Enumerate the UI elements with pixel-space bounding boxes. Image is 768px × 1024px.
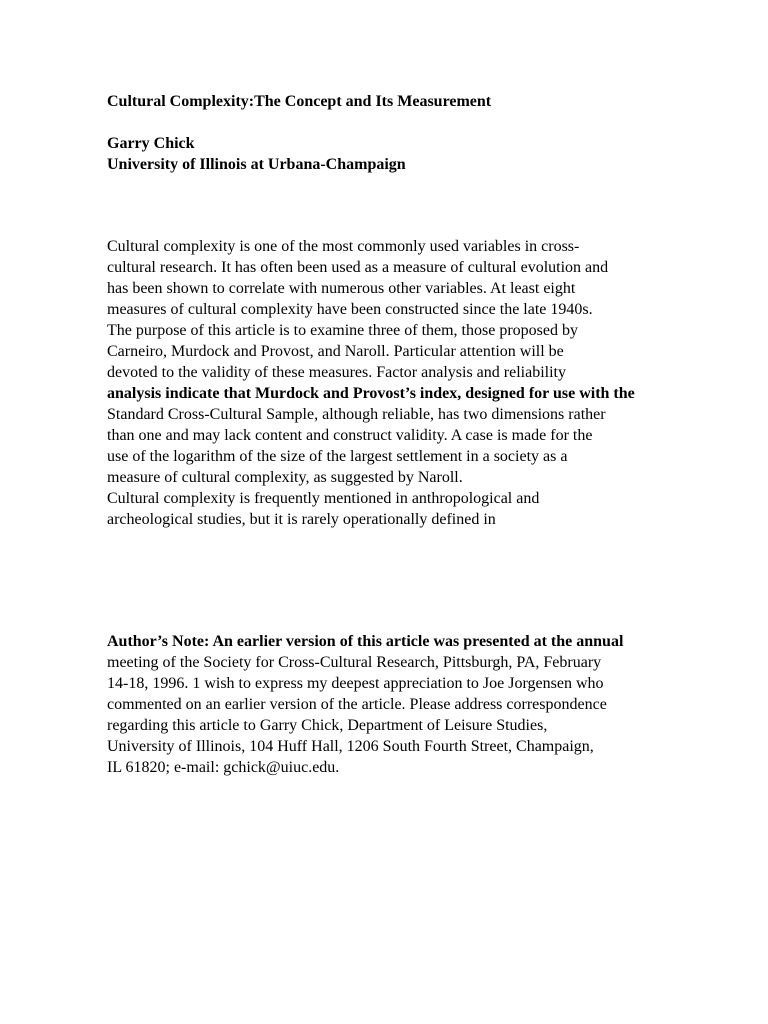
author-name: Garry Chick [107, 135, 195, 152]
abstract-line: archeological studies, but it is rarely operationally defined in [107, 511, 496, 528]
note-line: IL 61820; e-mail: gchick@uiuc.edu. [107, 759, 340, 776]
article-title: Cultural Complexity:The Concept and Its Measurement [107, 93, 492, 110]
abstract-line: use of the logarithm of the size of the largest settlement in a society as a [107, 448, 568, 465]
author-affiliation: University of Illinois at Urbana-Champaign [107, 156, 406, 173]
author-block [107, 133, 406, 175]
note-line: commented on an earlier version of the article. Please address correspondence [107, 696, 607, 713]
abstract-paragraph [107, 236, 635, 530]
abstract-line: Cultural complexity is frequently mentioned in anthropological and [107, 490, 540, 507]
abstract-line: measure of cultural complexity, as suggested by Naroll. [107, 469, 463, 486]
abstract-line: devoted to the validity of these measures. Factor analysis and reliability [107, 364, 566, 381]
abstract-line: Standard Cross-Cultural Sample, although reliable, has two dimensions rather [107, 406, 606, 423]
abstract-line: has been shown to correlate with numerous other variables. At least eight [107, 280, 576, 297]
abstract-line: analysis indicate that Murdock and Provost’s index, designed for use with the [107, 385, 635, 402]
note-line: Author’s Note: An earlier version of this article was presented at the annual [107, 633, 624, 650]
note-line: regarding this article to Garry Chick, Department of Leisure Studies, [107, 717, 548, 734]
authors-note [107, 631, 623, 778]
abstract-line: Carneiro, Murdock and Provost, and Naroll. Particular attention will be [107, 343, 564, 360]
abstract-line: than one and may lack content and construct validity. A case is made for the [107, 427, 593, 444]
note-line: University of Illinois, 104 Huff Hall, 1206 South Fourth Street, Champaign, [107, 738, 594, 755]
abstract-line: measures of cultural complexity have been constructed since the late 1940s. [107, 301, 593, 318]
abstract-line: The purpose of this article is to examine three of them, those proposed by [107, 322, 578, 339]
abstract-line: Cultural complexity is one of the most commonly used variables in cross- [107, 238, 580, 255]
note-line: meeting of the Society for Cross-Cultural Research, Pittsburgh, PA, February [107, 654, 602, 671]
abstract-line: cultural research. It has often been used as a measure of cultural evolution and [107, 259, 609, 276]
note-line: 14-18, 1996. 1 wish to express my deepest appreciation to Joe Jorgensen who [107, 675, 604, 692]
